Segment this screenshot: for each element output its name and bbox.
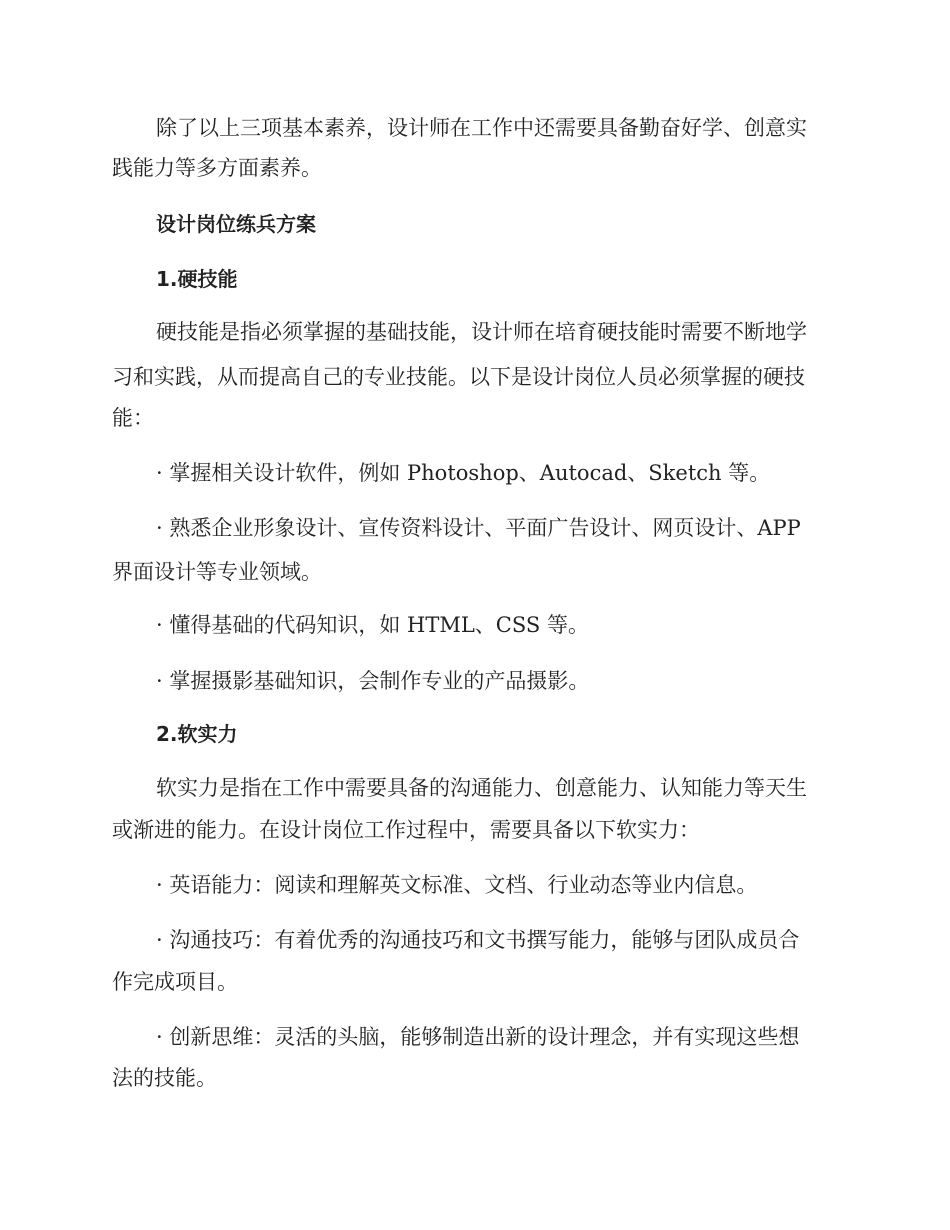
section-heading-soft-skills: 2.软实力 <box>156 722 238 746</box>
list-item: · 熟悉企业形象设计、宣传资料设计、平面广告设计、网页设计、APP <box>156 516 801 540</box>
intro-line-1: 除了以上三项基本素养，设计师在工作中还需要具备勤奋好学、创意实 <box>156 116 807 140</box>
list-item: · 掌握相关设计软件，例如 Photoshop、Autocad、Sketch 等。 <box>156 461 771 485</box>
list-item: · 掌握摄影基础知识，会制作专业的产品摄影。 <box>156 669 590 693</box>
list-item-continuation: 法的技能。 <box>112 1066 217 1090</box>
list-item: · 英语能力：阅读和理解英文标准、文档、行业动态等业内信息。 <box>156 873 758 897</box>
soft-skills-line-2: 或渐进的能力。在设计岗位工作过程中，需要具备以下软实力： <box>112 818 700 842</box>
list-item: · 懂得基础的代码知识，如 HTML、CSS 等。 <box>156 613 589 637</box>
hard-skills-line-2: 习和实践，从而提高自己的专业技能。以下是设计岗位人员必须掌握的硬技 <box>112 365 805 389</box>
list-item: · 创新思维：灵活的头脑，能够制造出新的设计理念，并有实现这些想 <box>156 1025 800 1049</box>
hard-skills-line-3: 能： <box>112 406 154 430</box>
list-item: · 沟通技巧：有着优秀的沟通技巧和文书撰写能力，能够与团队成员合 <box>156 928 800 952</box>
intro-line-2: 践能力等多方面素养。 <box>112 156 322 180</box>
hard-skills-line-1: 硬技能是指必须掌握的基础技能，设计师在培育硬技能时需要不断地学 <box>156 320 807 344</box>
list-item-continuation: 界面设计等专业领域。 <box>112 560 322 584</box>
soft-skills-line-1: 软实力是指在工作中需要具备的沟通能力、创意能力、认知能力等天生 <box>156 776 807 800</box>
section-heading-hard-skills: 1.硬技能 <box>156 267 238 291</box>
section-heading-main: 设计岗位练兵方案 <box>156 212 316 236</box>
list-item-continuation: 作完成项目。 <box>112 970 238 994</box>
